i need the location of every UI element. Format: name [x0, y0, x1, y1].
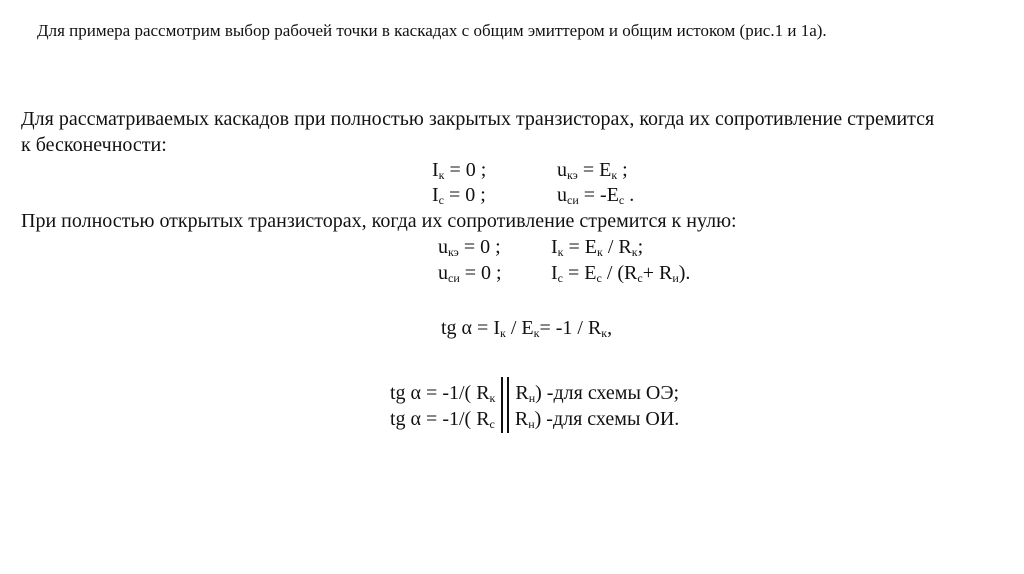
equation-ic-ec-rc-ri: $I_c = E_c / (R_c+ R_и)$. — [551, 262, 691, 285]
equation-usi-zero: $u_{си} = 0$ ; — [438, 262, 502, 285]
equation-ik-zero: $I_к = 0$ ; — [432, 159, 487, 182]
paragraph-closed-line2: к бесконечности: — [21, 134, 167, 156]
equation-tg-alpha: tg $\alpha = I_к / E_к= -1 / R_к$, — [441, 317, 613, 340]
equation-ic-zero: $I_c = 0$ ; — [432, 184, 486, 207]
paragraph-closed-line1: Для рассматриваемых каскадов при полностью закрытых транзисторах, когда их сопротивление стремится — [21, 108, 935, 130]
parallel-symbol — [501, 403, 509, 433]
equation-tg-alpha-oe: tg α = -1/( $R_к$ $R_н$) -для схемы ОЭ; — [390, 377, 679, 407]
intro-text: Для примера рассмотрим выбор рабочей точки в каскадах с общим эмиттером и общим истоком (рис.1 и 1а). — [37, 21, 827, 40]
equation-usi-ec: $u_{си} = -E_c$ . — [557, 184, 635, 207]
equation-ik-ek-rk: $I_к = E_к / R_к$; — [551, 236, 644, 259]
equation-uke-zero: $u_{кэ} = 0$ ; — [438, 236, 501, 259]
paragraph-open: При полностью открытых транзисторах, когда их сопротивление стремится к нулю: — [21, 210, 737, 232]
equation-uke-ek: $u_{кэ} = E_к$ ; — [557, 159, 628, 182]
equation-tg-alpha-oi: tg α = -1/( $R_c$ $R_н$) -для схемы ОИ. — [390, 403, 679, 433]
